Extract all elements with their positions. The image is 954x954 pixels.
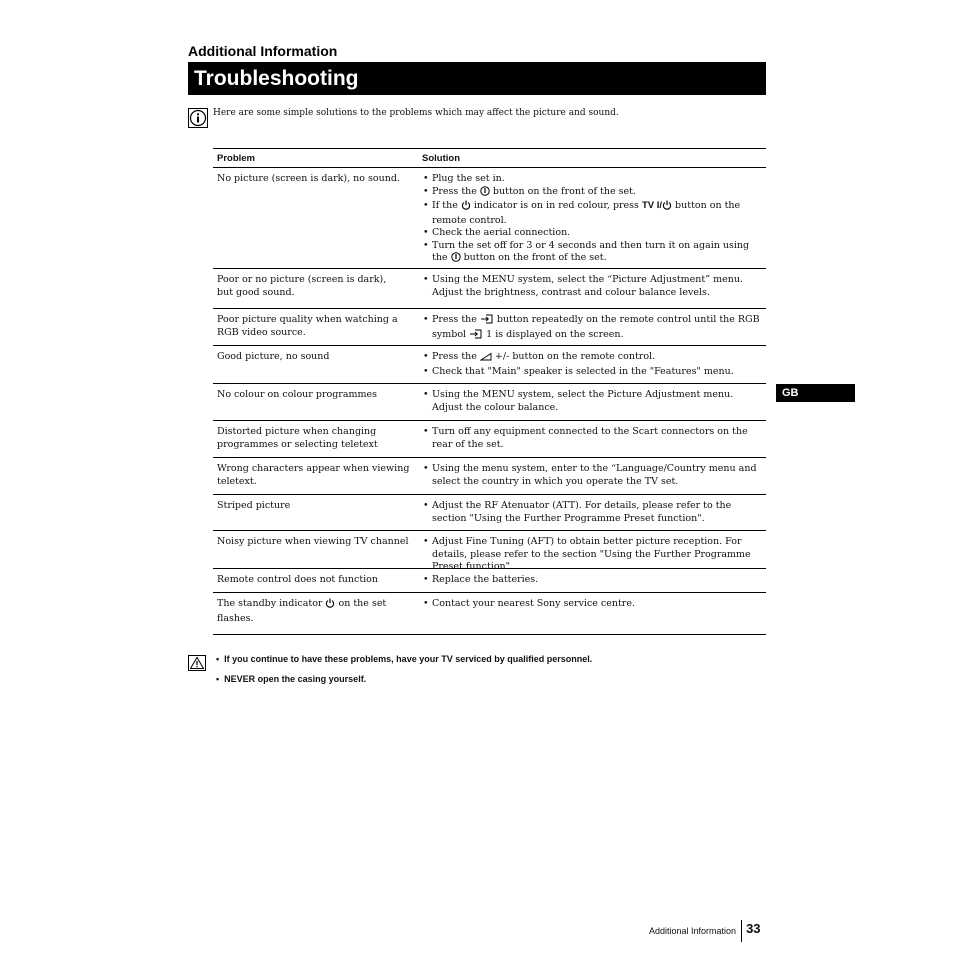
text: button on the front of the set.	[460, 252, 607, 263]
page-title: Troubleshooting	[188, 62, 766, 95]
info-icon	[188, 108, 208, 128]
solution-list	[418, 351, 766, 378]
standby-icon	[461, 200, 471, 215]
text: Striped picture	[217, 500, 291, 511]
table-row	[213, 421, 766, 458]
text: Adjust the RF Atenuator (ATT). For details, please refer to the section "Using the Further Programme Preset function".	[432, 500, 732, 524]
solution-cell	[418, 269, 766, 308]
solution-item	[418, 463, 766, 488]
text: Turn the set off for 3 or 4 seconds and then turn it on again using the	[432, 239, 750, 263]
problem-cell	[213, 384, 418, 420]
problem-cell	[213, 495, 418, 530]
solution-list	[418, 598, 766, 611]
text: Remote control does not function	[217, 574, 379, 585]
problem-cell	[213, 309, 418, 345]
solution-item	[418, 426, 766, 451]
problem-cell	[213, 458, 418, 494]
solution-list	[418, 463, 766, 488]
text: on the set flashes.	[217, 598, 387, 624]
solution-list	[418, 536, 766, 574]
solution-item	[418, 351, 766, 366]
footer-section: Additional Information	[649, 926, 737, 936]
warning-icon	[188, 655, 206, 671]
problem-cell	[213, 421, 418, 457]
table-row	[213, 309, 766, 346]
table-body	[213, 168, 766, 634]
solution-cell	[418, 384, 766, 420]
solution-list	[418, 574, 766, 587]
text: Poor picture quality when watching a RGB video source.	[217, 314, 398, 338]
text: Good picture, no sound	[217, 351, 330, 362]
solution-cell	[418, 458, 766, 494]
text: Press the	[432, 314, 480, 325]
text: Replace the batteries.	[432, 574, 539, 585]
text: The standby indicator	[217, 598, 326, 609]
input-icon	[480, 314, 494, 329]
problem-cell	[213, 346, 418, 383]
warnings-list	[216, 653, 592, 693]
standby-icon	[325, 598, 335, 613]
table-header	[213, 149, 766, 168]
page-number: 33	[746, 920, 761, 936]
text: Adjust Fine Tuning (AFT) to obtain better picture reception. For details, please refer to the section "Using the Further Programme Preset function"	[432, 536, 751, 572]
text: Poor or no picture (screen is dark), but good sound.	[217, 274, 387, 298]
power-icon	[451, 252, 461, 267]
problem-cell	[213, 531, 418, 568]
solution-list	[418, 426, 766, 451]
solution-list	[418, 314, 766, 343]
solution-cell	[418, 495, 766, 530]
table-row	[213, 593, 766, 634]
text: button on the front of the set.	[489, 185, 636, 197]
solution-item	[418, 389, 766, 414]
table-row	[213, 346, 766, 384]
section-label: Additional Information	[188, 43, 338, 59]
solution-item	[418, 227, 766, 240]
solution-cell	[418, 168, 766, 268]
text: Distorted picture when changing programmes or selecting teletext	[217, 426, 378, 450]
footer-divider	[741, 920, 742, 942]
text: No colour on colour programmes	[217, 389, 378, 400]
table-row	[213, 531, 766, 572]
solution-item	[418, 200, 766, 227]
text: Contact your nearest Sony service centre.	[432, 598, 635, 609]
solution-item	[418, 500, 766, 525]
text: button repeatedly on the remote control until the RGB symbol	[432, 314, 760, 340]
solution-cell	[418, 593, 766, 634]
text: Plug the set in.	[432, 173, 505, 184]
language-tab: GB	[776, 384, 855, 402]
bold-text: TV I/	[641, 200, 663, 211]
text: Using the MENU system, select the “Picture Adjustment” menu. Adjust the brightness, contrast and colour balance levels.	[432, 274, 743, 298]
text: Turn off any equipment connected to the Scart connectors on the rear of the set.	[432, 426, 748, 450]
warning-item: • NEVER open the casing yourself.	[216, 674, 367, 684]
warning-item: • If you continue to have these problems, have your TV serviced by qualified personnel.	[216, 654, 593, 664]
solution-item	[418, 366, 766, 379]
table-row	[213, 168, 766, 269]
solution-cell	[418, 346, 766, 383]
power-icon	[480, 186, 490, 201]
standby-icon	[662, 200, 672, 215]
text: No picture (screen is dark), no sound.	[217, 173, 400, 184]
solution-list	[418, 274, 766, 299]
solution-item	[418, 240, 766, 267]
intro-text: Here are some simple solutions to the problems which may affect the picture and sound.	[213, 108, 619, 118]
column-header-problem: Problem	[217, 152, 256, 164]
solution-cell	[418, 421, 766, 457]
text: 1 is displayed on the screen.	[483, 328, 624, 340]
table-row	[213, 495, 766, 531]
text: Check the aerial connection.	[432, 227, 571, 238]
text: Press the	[432, 185, 480, 197]
text: Press the	[432, 351, 480, 362]
solution-item	[418, 173, 766, 186]
column-header-solution: Solution	[422, 152, 460, 164]
text: indicator is on in red colour, press	[470, 200, 642, 211]
troubleshooting-table	[213, 148, 766, 635]
solution-list	[418, 173, 766, 267]
problem-cell	[213, 168, 418, 268]
text: Noisy picture when viewing TV channel	[217, 536, 409, 547]
text: Wrong characters appear when viewing teletext.	[217, 463, 410, 487]
page-footer	[649, 920, 761, 942]
text: Check that "Main" speaker is selected in the "Features" menu.	[432, 365, 734, 377]
solution-cell	[418, 531, 766, 572]
solution-item	[418, 274, 766, 299]
table-row	[213, 458, 766, 495]
text: button on the remote control.	[432, 200, 741, 226]
solution-item	[418, 186, 766, 201]
text: Using the MENU system, select the Picture Adjustment menu. Adjust the colour balance.	[432, 389, 734, 413]
text: +/- button on the remote control.	[491, 351, 656, 362]
table-row	[213, 269, 766, 309]
volume-icon	[480, 352, 492, 366]
problem-cell	[213, 593, 418, 634]
problem-cell	[213, 269, 418, 308]
text: Using the menu system, enter to the “Language/Country menu and select the country in which you operate the TV set.	[432, 463, 757, 487]
table-row	[213, 384, 766, 421]
solution-cell	[418, 309, 766, 345]
solution-list	[418, 500, 766, 525]
solution-item	[418, 598, 766, 611]
solution-item	[418, 574, 766, 587]
solution-item	[418, 536, 766, 574]
input-icon	[469, 329, 483, 344]
text: If the	[432, 200, 461, 211]
solution-item	[418, 314, 766, 343]
solution-list	[418, 389, 766, 414]
problem-cell	[213, 569, 418, 592]
